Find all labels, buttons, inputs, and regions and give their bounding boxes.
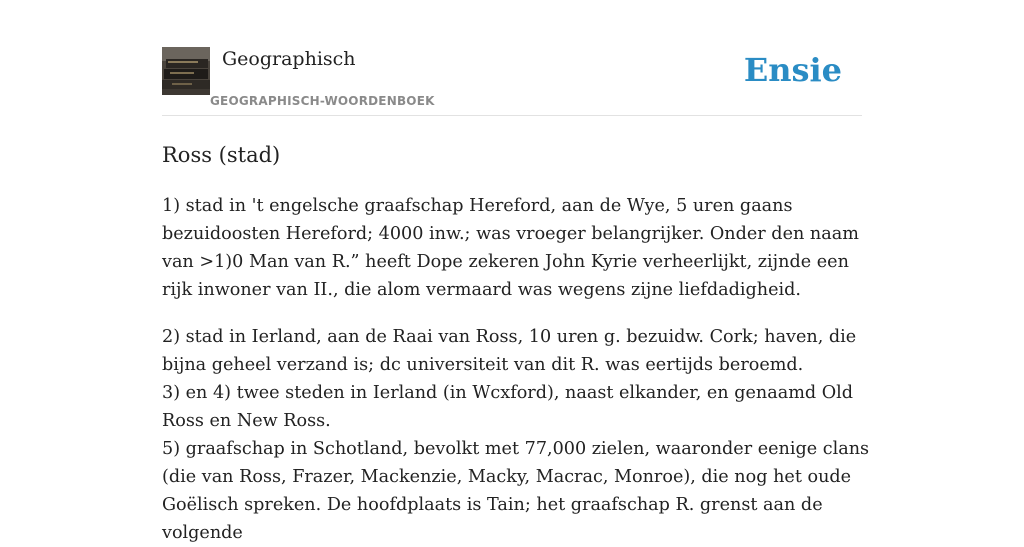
source-avatar[interactable] [162,47,210,95]
paragraph-group [162,323,872,547]
source-header [162,46,862,116]
source-name[interactable]: Geographisch [222,48,356,70]
books-image-icon [162,47,210,95]
article-body [162,192,872,547]
header-divider [162,115,862,116]
paragraph-2: 2) stad in Ierland, aan de Raai van Ross, 10 uren g. bezuidw. Cork; haven, die bijna geheel verzand is; dc universiteit van dit R. was eertijds beroemd. [162,327,857,375]
paragraph-3: 3) en 4) twee steden in Ierland (in Wcxford), naast elkander, en genaamd Old Ross en New Ross. [162,383,854,431]
paragraph-4: 5) graafschap in Schotland, bevolkt met 77,000 zielen, waaronder eenige clans (die van Ross, Frazer, Mackenzie, Macky, Macrac, Monroe), die nog het oude Goëlisch spreken. De hoofdplaats is Tain; het graafschap R. grenst aan de volgende [162,439,870,543]
source-slug[interactable]: GEOGRAPHISCH-WOORDENBOEK [210,94,435,108]
paragraph-1: 1) stad in 't engelsche graafschap Hereford, aan de Wye, 5 uren gaans bezuidoosten Hereford; 4000 inw.; was vroeger belangrijker. Onder den naam van >1)0 Man van R.” heeft Dope zekeren John Kyrie verheerlijkt, zijnde een rijk inwoner van II., die alom vermaard was wegens zijne liefdadigheid. [162,196,859,300]
ensie-logo[interactable]: Ensie [743,51,842,89]
article-title: Ross (stad) [162,143,281,167]
